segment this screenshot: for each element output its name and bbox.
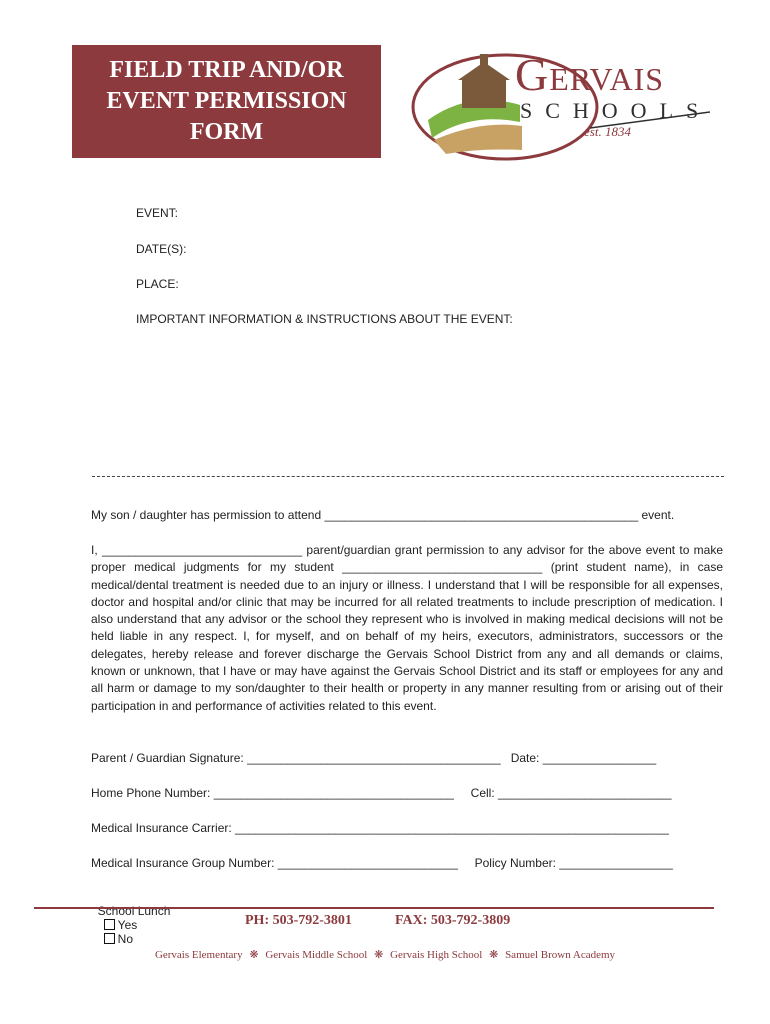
fax-number: FAX: 503-792-3809 xyxy=(395,913,511,928)
title-line-2: EVENT PERMISSION xyxy=(106,88,347,114)
logo-subtitle: SCHOOLS xyxy=(520,98,712,123)
school-elementary: Gervais Elementary xyxy=(154,949,243,961)
school-lunch-label: School Lunch xyxy=(97,904,171,918)
no-label: No xyxy=(117,932,134,946)
school-high: Gervais High School xyxy=(390,949,483,961)
yes-checkbox[interactable] xyxy=(104,919,115,930)
instructions-field-label: IMPORTANT INFORMATION & INSTRUCTIONS ABOUT THE EVENT: xyxy=(136,312,513,326)
form-title-banner xyxy=(72,45,381,158)
school-list-footer xyxy=(0,948,770,961)
home-phone-row: Home Phone Number: ____________________________________ Cell: __________________________ xyxy=(91,786,672,800)
title-line-3: FORM xyxy=(189,119,264,145)
permission-attend-line: My son / daughter has permission to attend _______________________________________________ event. xyxy=(91,508,675,522)
place-field-label: PLACE: xyxy=(136,277,179,291)
cut-line-divider xyxy=(92,476,724,477)
footer-rule xyxy=(34,907,714,909)
logo-name: Gervais xyxy=(515,49,665,100)
dates-field-label: DATE(S): xyxy=(136,242,187,256)
school-academy: Samuel Brown Academy xyxy=(505,949,616,961)
school-middle: Gervais Middle School xyxy=(265,949,368,961)
event-field-label: EVENT: xyxy=(136,206,179,220)
yes-label: Yes xyxy=(117,918,138,932)
title-line-1: FIELD TRIP AND/OR xyxy=(109,57,344,83)
separator-icon: ❋ xyxy=(374,949,384,961)
separator-icon: ❋ xyxy=(489,949,499,961)
insurance-group-row: Medical Insurance Group Number: ___________________________ Policy Number: _________________ xyxy=(91,856,673,870)
signature-row: Parent / Guardian Signature: ______________________________________ Date: _________________ xyxy=(91,751,657,765)
logo-established: est. 1834 xyxy=(584,124,631,139)
separator-icon: ❋ xyxy=(249,949,259,961)
insurance-carrier-row: Medical Insurance Carrier: _________________________________________________________________ xyxy=(91,821,669,835)
phone-number: PH: 503-792-3801 xyxy=(245,913,352,928)
permission-paragraph: I, ______________________________ parent/guardian grant permission to any advisor for the above event to make proper medical judgments for my student ______________________________ (print student name), in case medical/dental treatment is needed due to an injury or illness. I understand that I will be responsible for all expenses, doctor and hospital and/or clinic that may be incurred for all related treatments to include prescription of medication. I also understand that any advisor or the school they represent who is involved in making medical decisions will not be held liable in any respect. I, for myself, and on behalf of my heirs, executors, administrators, successors or the delegates, hereby release and forever discharge the Gervais School District from any and all demands or claims, known or unknown, that I have or may have against the Gervais School District and its staff or employees for any and all harm or damage to my son/daughter to their health or property in any manner resulting from or arising out of their participation in and performance of activities related to this event. xyxy=(91,543,723,713)
school-lunch-row xyxy=(91,890,170,946)
no-checkbox[interactable] xyxy=(104,933,115,944)
